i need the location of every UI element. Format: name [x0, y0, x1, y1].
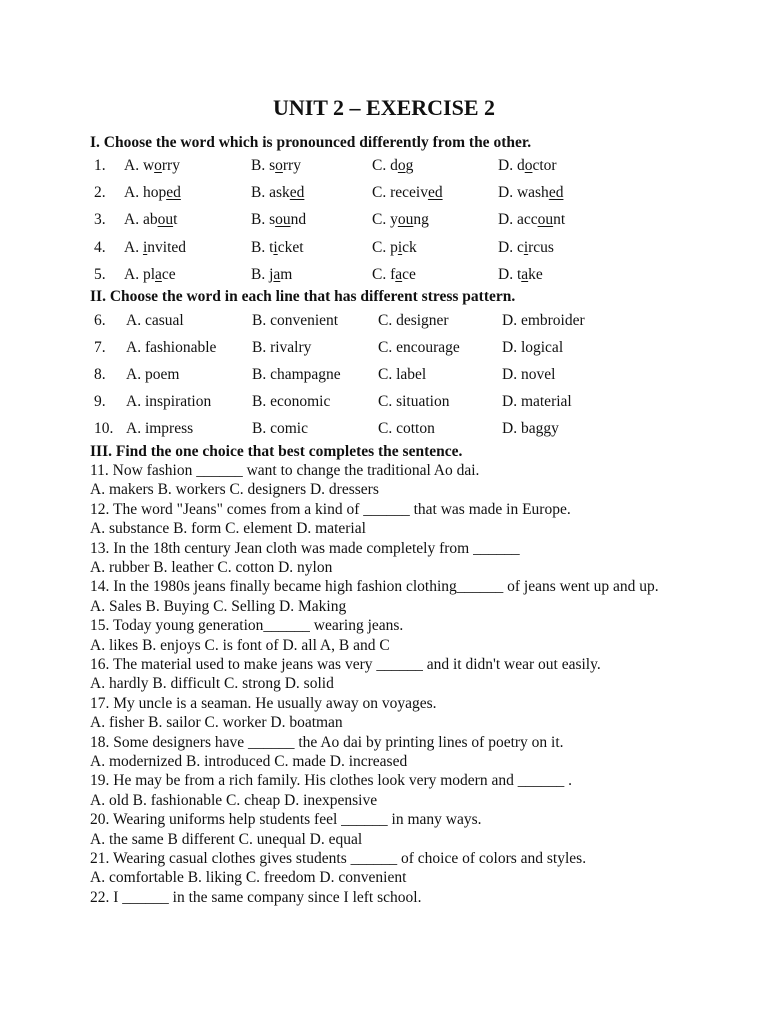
answer-option: D. washed	[498, 184, 564, 201]
question-number: 8.	[94, 366, 106, 383]
underlined-sound: ou	[537, 211, 554, 228]
answer-option: D. doctor	[498, 157, 557, 174]
answer-choices: A. the same B different C. unequal D. equal	[90, 830, 363, 848]
answer-choices: A. hardly B. difficult C. strong D. solid	[90, 675, 334, 693]
question-number: 2.	[94, 184, 106, 201]
question-text: 14. In the 1980s jeans finally became high fashion clothing______ of jeans went up and up.	[90, 578, 659, 596]
answer-option: C. situation	[378, 393, 450, 410]
answer-option: A. place	[124, 266, 176, 283]
underlined-sound: a	[521, 266, 529, 283]
answer-option: C. face	[372, 266, 416, 283]
answer-option: D. novel	[502, 366, 556, 383]
answer-option: B. champagne	[252, 366, 341, 383]
answer-option: B. convenient	[252, 312, 339, 329]
answer-option: D. embroider	[502, 312, 585, 329]
question-text: 15. Today young generation______ wearing jeans.	[90, 617, 404, 635]
underlined-sound: ed	[427, 184, 443, 201]
answer-option: A. about	[124, 211, 178, 228]
answer-option: C. dog	[372, 157, 414, 174]
underlined-sound: ed	[166, 184, 181, 201]
underlined-sound: ou	[275, 211, 291, 228]
answer-option: C. cotton	[378, 420, 435, 437]
question-number: 4.	[94, 239, 106, 256]
question-text: 17. My uncle is a seaman. He usually away on voyages.	[90, 694, 437, 712]
question-number: 10.	[94, 420, 114, 437]
question-row	[0, 155, 768, 177]
answer-option: B. sorry	[251, 157, 301, 174]
underlined-sound: a	[155, 266, 162, 283]
answer-option: D. material	[502, 393, 572, 410]
answer-option: A. casual	[126, 312, 184, 329]
answer-option: A. inspiration	[126, 393, 212, 410]
answer-option: C. label	[378, 366, 427, 383]
question-row	[0, 237, 768, 259]
question-row	[0, 182, 768, 204]
answer-option: A. hoped	[124, 184, 181, 201]
question-row	[0, 337, 768, 359]
question-row	[0, 364, 768, 386]
answer-option: D. circus	[498, 239, 554, 256]
answer-option: B. rivalry	[252, 339, 312, 356]
underlined-sound: i	[273, 239, 278, 256]
page-title: UNIT 2 – EXERCISE 2	[272, 95, 496, 120]
question-number: 6.	[94, 312, 106, 329]
answer-choices: A. substance B. form C. element D. material	[90, 520, 366, 538]
answer-choices: A. rubber B. leather C. cotton D. nylon	[90, 559, 333, 576]
answer-choices: A. likes B. enjoys C. is font of D. all A, B and C	[90, 636, 390, 654]
underlined-sound: a	[395, 266, 403, 283]
answer-option: D. baggy	[502, 420, 559, 437]
underlined-sound: o	[397, 157, 406, 174]
answer-option: B. comic	[252, 420, 308, 437]
question-text: 21. Wearing casual clothes gives students ______ of choice of colors and styles.	[90, 850, 587, 867]
answer-option: A. worry	[124, 157, 180, 174]
answer-choices: A. old B. fashionable C. cheap D. inexpensive	[90, 791, 378, 809]
answer-option: B. asked	[251, 184, 305, 201]
question-text: 19. He may be from a rich family. His clothes look very modern and ______ .	[90, 772, 572, 790]
underlined-sound: a	[273, 266, 281, 283]
underlined-sound: ed	[289, 184, 305, 201]
answer-option: D. take	[498, 266, 543, 283]
question-row	[0, 391, 768, 413]
underlined-sound: o	[275, 157, 283, 174]
question-row	[0, 310, 768, 332]
answer-choices: A. makers B. workers C. designers D. dressers	[90, 481, 379, 499]
question-text: 18. Some designers have ______ the Ao dai by printing lines of poetry on it.	[90, 733, 564, 751]
answer-option: B. economic	[252, 393, 331, 410]
answer-option: C. pick	[372, 239, 417, 256]
underlined-sound: ou	[157, 211, 174, 228]
answer-option: A. invited	[124, 239, 187, 256]
answer-option: C. encourage	[378, 339, 460, 356]
answer-choices: A. Sales B. Buying C. Selling D. Making	[90, 597, 347, 615]
question-text: 12. The word "Jeans" comes from a kind of ______ that was made in Europe.	[90, 500, 571, 518]
underlined-sound: ed	[548, 184, 564, 201]
answer-choices: A. comfortable B. liking C. freedom D. convenient	[90, 869, 407, 887]
answer-option: A. poem	[126, 366, 180, 383]
answer-option: D. logical	[502, 339, 564, 356]
answer-option: D. account	[498, 211, 566, 228]
answer-option: C. young	[372, 211, 429, 228]
question-text: 16. The material used to make jeans was very ______ and it didn't wear out easily.	[90, 656, 601, 673]
underlined-sound: o	[524, 157, 533, 174]
question-number: 1.	[94, 157, 106, 174]
question-text: 20. Wearing uniforms help students feel ______ in many ways.	[90, 811, 482, 829]
underlined-sound: i	[142, 239, 148, 256]
answer-option: A. fashionable	[126, 339, 217, 356]
question-number: 9.	[94, 393, 106, 410]
answer-option: B. sound	[251, 211, 307, 228]
answer-choices: A. fisher B. sailor C. worker D. boatman	[90, 714, 343, 732]
question-number: 3.	[94, 211, 106, 228]
underlined-sound: ou	[397, 211, 414, 228]
answer-option: C. designer	[378, 312, 449, 329]
underlined-sound: i	[523, 239, 529, 256]
section-2-heading: II. Choose the word in each line that has different stress pattern.	[90, 288, 516, 305]
answer-option: B. jam	[251, 266, 293, 283]
question-row	[0, 209, 768, 231]
question-number: 5.	[94, 266, 106, 283]
underlined-sound: i	[397, 239, 403, 256]
answer-choices: A. modernized B. introduced C. made D. increased	[90, 753, 408, 770]
underlined-sound: o	[154, 157, 162, 174]
answer-option: B. ticket	[251, 239, 304, 256]
question-text: 13. In the 18th century Jean cloth was made completely from ______	[90, 539, 520, 557]
question-text: 11. Now fashion ______ want to change the traditional Ao dai.	[90, 462, 480, 479]
answer-option: A. impress	[126, 420, 194, 437]
answer-option: C. received	[372, 184, 443, 201]
section-3-heading: III. Find the one choice that best completes the sentence.	[90, 443, 463, 460]
question-text: 22. I ______ in the same company since I left school.	[90, 888, 422, 906]
question-row	[0, 264, 768, 286]
question-number: 7.	[94, 339, 106, 356]
question-row	[0, 418, 768, 440]
section-1-heading: I. Choose the word which is pronounced differently from the other.	[90, 134, 532, 151]
